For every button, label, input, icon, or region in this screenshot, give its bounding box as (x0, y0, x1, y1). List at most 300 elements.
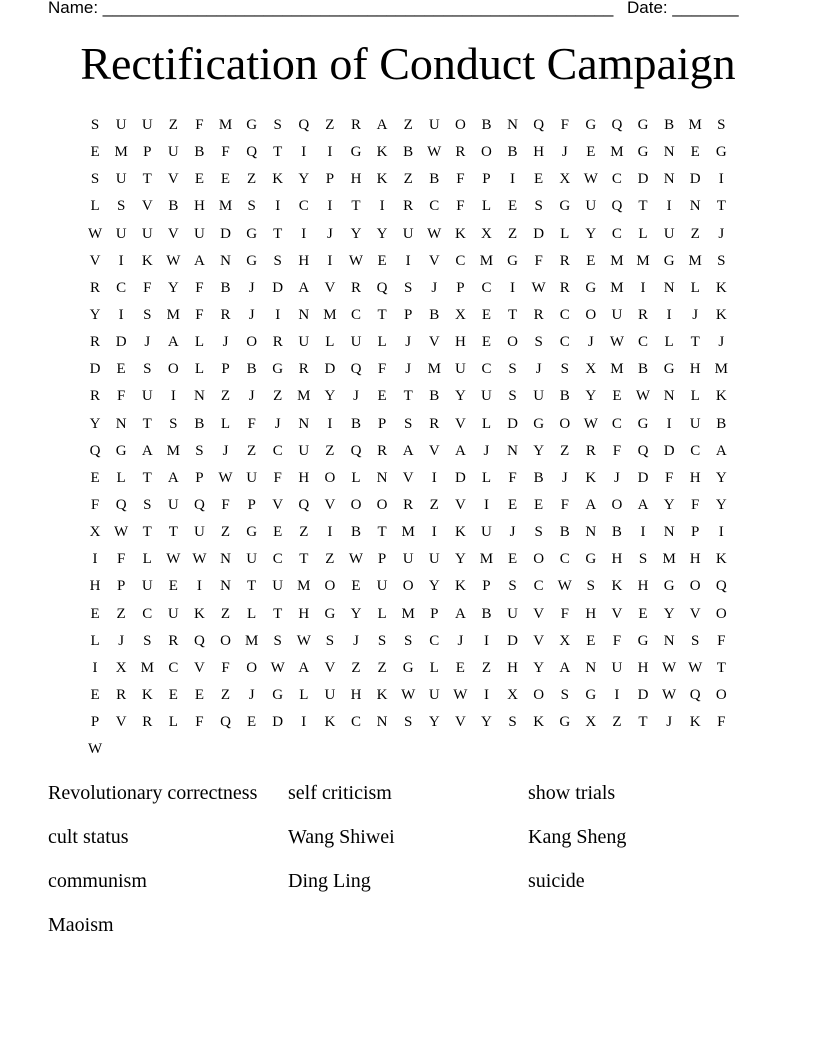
grid-letter[interactable]: V (89, 252, 101, 269)
grid-letter[interactable]: U (428, 687, 440, 704)
grid-letter[interactable]: T (638, 198, 648, 215)
grid-letter[interactable]: O (454, 117, 466, 134)
grid-letter[interactable]: M (218, 198, 233, 215)
grid-letter[interactable]: M (427, 361, 441, 378)
grid-letter[interactable]: H (585, 605, 597, 622)
grid-letter[interactable]: P (195, 469, 204, 486)
grid-letter[interactable]: W (662, 659, 677, 676)
grid-letter[interactable]: R (585, 442, 596, 459)
grid-letter[interactable]: S (404, 632, 413, 649)
grid-letter[interactable]: O (585, 307, 597, 324)
grid-letter[interactable]: I (327, 415, 333, 432)
grid-letter[interactable]: B (220, 279, 231, 296)
grid-letter[interactable]: J (222, 442, 229, 459)
grid-letter[interactable]: G (350, 144, 362, 161)
grid-letter[interactable]: J (718, 334, 725, 351)
grid-letter[interactable]: T (690, 334, 700, 351)
grid-letter[interactable]: N (663, 632, 675, 649)
grid-letter[interactable]: U (481, 388, 492, 405)
grid-letter[interactable]: Q (350, 361, 362, 378)
grid-letter[interactable]: E (534, 171, 544, 188)
grid-letter[interactable]: K (715, 388, 727, 405)
grid-letter[interactable]: G (585, 117, 597, 134)
grid-letter[interactable]: U (141, 225, 153, 242)
grid-letter[interactable]: F (221, 144, 230, 161)
grid-letter[interactable]: M (140, 659, 154, 676)
grid-letter[interactable]: W (453, 687, 468, 704)
grid-letter[interactable]: U (194, 524, 205, 541)
grid-letter[interactable]: S (560, 687, 569, 704)
grid-letter[interactable]: K (194, 605, 205, 622)
grid-letter[interactable]: F (116, 388, 126, 405)
grid-letter[interactable]: I (431, 469, 437, 486)
grid-letter[interactable]: K (454, 225, 466, 242)
grid-letter[interactable]: I (405, 252, 411, 269)
grid-letter[interactable]: D (637, 171, 649, 188)
grid-letter[interactable]: A (194, 252, 205, 269)
grid-letter[interactable]: R (90, 279, 101, 296)
grid-letter[interactable]: E (168, 578, 178, 595)
grid-letter[interactable]: Q (298, 117, 310, 134)
grid-letter[interactable]: O (167, 361, 179, 378)
grid-letter[interactable]: B (716, 415, 727, 432)
grid-letter[interactable]: I (118, 252, 124, 269)
grid-letter[interactable]: D (272, 714, 284, 731)
grid-letter[interactable]: T (142, 524, 152, 541)
grid-letter[interactable]: A (559, 659, 571, 676)
grid-letter[interactable]: O (481, 144, 492, 161)
grid-letter[interactable]: S (143, 307, 152, 324)
grid-letter[interactable]: P (691, 524, 700, 541)
grid-letter[interactable]: E (481, 334, 492, 351)
grid-letter[interactable]: Y (454, 388, 466, 405)
grid-letter[interactable]: U (402, 551, 414, 568)
grid-letter[interactable]: N (376, 714, 388, 731)
grid-letter[interactable]: V (194, 659, 205, 676)
grid-letter[interactable]: N (507, 117, 518, 134)
grid-letter[interactable]: J (326, 225, 333, 242)
grid-letter[interactable]: J (457, 632, 464, 649)
grid-letter[interactable]: T (716, 659, 726, 676)
grid-letter[interactable]: P (482, 578, 491, 595)
grid-letter[interactable]: V (454, 714, 466, 731)
grid-letter[interactable]: H (507, 659, 518, 676)
grid-letter[interactable]: U (246, 469, 258, 486)
grid-letter[interactable]: V (167, 225, 179, 242)
grid-letter[interactable]: C (481, 361, 492, 378)
grid-letter[interactable]: F (90, 497, 100, 514)
grid-letter[interactable]: T (273, 225, 283, 242)
grid-letter[interactable]: M (114, 144, 128, 161)
grid-letter[interactable]: B (664, 117, 675, 134)
grid-letter[interactable]: U (298, 334, 310, 351)
grid-letter[interactable]: E (586, 144, 596, 161)
grid-letter[interactable]: M (401, 605, 415, 622)
grid-letter[interactable]: A (167, 469, 179, 486)
grid-letter[interactable]: G (324, 605, 336, 622)
grid-letter[interactable]: X (585, 361, 597, 378)
grid-letter[interactable]: W (609, 334, 624, 351)
grid-letter[interactable]: B (638, 361, 649, 378)
grid-letter[interactable]: E (507, 497, 518, 514)
grid-letter[interactable]: I (483, 687, 489, 704)
grid-letter[interactable]: S (404, 279, 413, 296)
grid-letter[interactable]: U (611, 659, 623, 676)
grid-letter[interactable]: Z (612, 714, 622, 731)
grid-letter[interactable]: L (247, 605, 257, 622)
grid-letter[interactable]: B (507, 144, 518, 161)
grid-letter[interactable]: L (481, 469, 492, 486)
grid-letter[interactable]: Q (220, 714, 231, 731)
grid-letter[interactable]: G (246, 225, 258, 242)
grid-letter[interactable]: J (274, 415, 281, 432)
grid-letter[interactable]: G (637, 117, 649, 134)
grid-letter[interactable]: T (299, 551, 309, 568)
grid-letter[interactable]: N (298, 307, 310, 324)
grid-letter[interactable]: P (221, 361, 230, 378)
grid-letter[interactable]: S (169, 415, 178, 432)
grid-letter[interactable]: U (324, 687, 336, 704)
grid-letter[interactable]: J (405, 334, 412, 351)
grid-letter[interactable]: N (663, 144, 675, 161)
grid-letter[interactable]: C (559, 551, 570, 568)
grid-letter[interactable]: B (350, 415, 361, 432)
grid-letter[interactable]: C (455, 252, 466, 269)
grid-letter[interactable]: R (116, 687, 127, 704)
grid-letter[interactable]: Y (324, 388, 336, 405)
grid-letter[interactable]: Z (507, 225, 518, 242)
grid-letter[interactable]: J (353, 388, 359, 405)
grid-letter[interactable]: G (559, 198, 571, 215)
grid-letter[interactable]: Z (220, 605, 231, 622)
grid-letter[interactable]: Y (428, 714, 440, 731)
grid-letter[interactable]: M (323, 307, 337, 324)
grid-letter[interactable]: N (220, 578, 231, 595)
grid-letter[interactable]: F (221, 497, 230, 514)
grid-letter[interactable]: B (429, 171, 440, 188)
grid-letter[interactable]: I (379, 198, 385, 215)
grid-letter[interactable]: Q (637, 442, 649, 459)
grid-letter[interactable]: Y (350, 605, 362, 622)
grid-letter[interactable]: G (402, 659, 414, 676)
grid-letter[interactable]: F (273, 469, 282, 486)
grid-letter[interactable]: S (404, 415, 413, 432)
grid-letter[interactable]: Z (299, 524, 309, 541)
grid-letter[interactable]: E (273, 524, 283, 541)
grid-letter[interactable]: E (194, 687, 204, 704)
grid-letter[interactable]: G (663, 252, 675, 269)
grid-letter[interactable]: H (350, 171, 362, 188)
grid-letter[interactable]: J (248, 687, 255, 704)
grid-letter[interactable]: N (585, 524, 597, 541)
grid-letter[interactable]: V (428, 252, 440, 269)
grid-letter[interactable]: G (272, 361, 284, 378)
grid-letter[interactable]: W (348, 252, 364, 269)
grid-letter[interactable]: L (690, 388, 700, 405)
grid-letter[interactable]: S (377, 632, 387, 649)
grid-letter[interactable]: H (637, 659, 649, 676)
grid-letter[interactable]: F (717, 714, 726, 731)
grid-letter[interactable]: L (560, 225, 570, 242)
grid-letter[interactable]: T (273, 605, 283, 622)
grid-letter[interactable]: L (481, 198, 492, 215)
grid-letter[interactable]: M (636, 252, 650, 269)
grid-letter[interactable]: B (481, 605, 492, 622)
grid-letter[interactable]: P (456, 279, 465, 296)
grid-letter[interactable]: R (638, 307, 649, 324)
grid-letter[interactable]: I (170, 388, 176, 405)
grid-letter[interactable]: I (640, 279, 646, 296)
grid-letter[interactable]: U (481, 524, 492, 541)
grid-letter[interactable]: W (427, 144, 442, 161)
grid-letter[interactable]: D (220, 225, 231, 242)
grid-letter[interactable]: R (533, 307, 544, 324)
grid-letter[interactable]: N (663, 279, 675, 296)
grid-letter[interactable]: D (533, 225, 545, 242)
grid-letter[interactable]: E (377, 388, 387, 405)
grid-letter[interactable]: M (479, 551, 494, 568)
grid-letter[interactable]: D (454, 469, 466, 486)
grid-letter[interactable]: F (247, 415, 256, 432)
grid-letter[interactable]: I (640, 524, 646, 541)
grid-letter[interactable]: F (691, 497, 700, 514)
grid-letter[interactable]: E (351, 578, 361, 595)
grid-letter[interactable]: C (350, 307, 361, 324)
grid-letter[interactable]: K (141, 687, 153, 704)
grid-letter[interactable]: U (246, 551, 258, 568)
grid-letter[interactable]: R (429, 415, 440, 432)
grid-letter[interactable]: G (246, 117, 258, 134)
grid-letter[interactable]: I (431, 524, 437, 541)
grid-letter[interactable]: O (350, 497, 362, 514)
grid-letter[interactable]: M (662, 551, 676, 568)
grid-letter[interactable]: Y (428, 578, 440, 595)
grid-letter[interactable]: B (533, 469, 544, 486)
grid-letter[interactable]: B (559, 388, 570, 405)
grid-letter[interactable]: I (327, 144, 333, 161)
grid-letter[interactable]: T (142, 171, 152, 188)
grid-letter[interactable]: J (614, 469, 620, 486)
grid-letter[interactable]: F (534, 252, 543, 269)
grid-letter[interactable]: Y (663, 497, 675, 514)
grid-letter[interactable]: N (376, 469, 388, 486)
grid-letter[interactable]: F (195, 279, 204, 296)
grid-letter[interactable]: H (298, 605, 310, 622)
grid-letter[interactable]: I (666, 198, 672, 215)
grid-letter[interactable]: K (715, 279, 727, 296)
grid-letter[interactable]: T (142, 415, 152, 432)
grid-letter[interactable]: Z (220, 687, 231, 704)
grid-letter[interactable]: Z (481, 659, 492, 676)
grid-letter[interactable]: G (507, 252, 518, 269)
grid-letter[interactable]: U (507, 605, 518, 622)
grid-letter[interactable]: Q (376, 279, 388, 296)
grid-letter[interactable]: E (638, 605, 648, 622)
grid-letter[interactable]: M (688, 252, 702, 269)
grid-letter[interactable]: U (376, 578, 388, 595)
grid-letter[interactable]: S (143, 497, 152, 514)
grid-letter[interactable]: I (327, 524, 333, 541)
grid-letter[interactable]: D (637, 469, 649, 486)
grid-letter[interactable]: R (559, 252, 570, 269)
grid-letter[interactable]: J (587, 334, 594, 351)
grid-letter[interactable]: T (507, 307, 518, 324)
grid-letter[interactable]: D (115, 334, 127, 351)
grid-letter[interactable]: E (586, 632, 596, 649)
grid-letter[interactable]: L (690, 279, 700, 296)
grid-letter[interactable]: D (507, 415, 518, 432)
grid-letter[interactable]: B (350, 524, 361, 541)
grid-letter[interactable]: B (194, 415, 205, 432)
grid-letter[interactable]: W (192, 551, 207, 568)
grid-letter[interactable]: M (218, 117, 233, 134)
grid-letter[interactable]: K (533, 714, 545, 731)
grid-letter[interactable]: I (327, 198, 333, 215)
grid-letter[interactable]: V (324, 279, 336, 296)
grid-letter[interactable]: W (401, 687, 416, 704)
grid-letter[interactable]: Z (247, 442, 257, 459)
grid-letter[interactable]: F (221, 659, 230, 676)
grid-letter[interactable]: H (689, 551, 701, 568)
grid-letter[interactable]: E (168, 687, 178, 704)
grid-letter[interactable]: C (638, 334, 649, 351)
grid-letter[interactable]: U (272, 578, 284, 595)
grid-letter[interactable]: C (350, 714, 361, 731)
grid-letter[interactable]: L (194, 334, 204, 351)
grid-letter[interactable]: C (142, 605, 153, 622)
grid-letter[interactable]: O (246, 659, 258, 676)
grid-letter[interactable]: C (559, 307, 570, 324)
grid-letter[interactable]: N (663, 171, 675, 188)
grid-letter[interactable]: O (376, 497, 388, 514)
grid-letter[interactable]: Q (115, 497, 127, 514)
grid-letter[interactable]: U (167, 144, 179, 161)
grid-letter[interactable]: U (663, 225, 675, 242)
grid-letter[interactable]: G (637, 415, 649, 432)
grid-letter[interactable]: G (115, 442, 127, 459)
grid-letter[interactable]: U (533, 388, 545, 405)
grid-letter[interactable]: R (455, 144, 466, 161)
grid-letter[interactable]: P (143, 144, 152, 161)
grid-letter[interactable]: L (638, 225, 648, 242)
grid-letter[interactable]: H (637, 578, 649, 595)
grid-letter[interactable]: G (585, 279, 597, 296)
grid-letter[interactable]: X (559, 632, 571, 649)
grid-letter[interactable]: O (220, 632, 231, 649)
grid-letter[interactable]: Q (350, 442, 362, 459)
grid-letter[interactable]: J (692, 307, 699, 324)
grid-letter[interactable]: D (507, 632, 518, 649)
grid-letter[interactable]: U (167, 605, 179, 622)
grid-letter[interactable]: M (401, 524, 415, 541)
grid-letter[interactable]: V (141, 198, 153, 215)
grid-letter[interactable]: U (115, 225, 127, 242)
grid-letter[interactable]: N (663, 388, 675, 405)
grid-letter[interactable]: W (296, 632, 311, 649)
grid-letter[interactable]: E (455, 659, 465, 676)
grid-letter[interactable]: V (167, 171, 179, 188)
grid-letter[interactable]: D (689, 171, 701, 188)
grid-letter[interactable]: E (194, 171, 204, 188)
grid-letter[interactable]: Q (298, 497, 310, 514)
grid-letter[interactable]: F (612, 442, 622, 459)
grid-letter[interactable]: T (351, 198, 361, 215)
grid-letter[interactable]: M (297, 578, 311, 595)
grid-letter[interactable]: O (715, 687, 727, 704)
grid-letter[interactable]: L (142, 551, 152, 568)
grid-letter[interactable]: A (637, 497, 649, 514)
grid-letter[interactable]: O (715, 605, 727, 622)
grid-letter[interactable]: O (533, 551, 545, 568)
grid-letter[interactable]: L (377, 334, 387, 351)
grid-letter[interactable]: S (247, 198, 256, 215)
grid-letter[interactable]: K (454, 524, 466, 541)
grid-letter[interactable]: S (404, 714, 413, 731)
grid-letter[interactable]: U (428, 117, 440, 134)
grid-letter[interactable]: Q (689, 687, 701, 704)
grid-letter[interactable]: G (715, 144, 727, 161)
grid-letter[interactable]: A (454, 605, 466, 622)
grid-letter[interactable]: F (612, 632, 622, 649)
grid-letter[interactable]: I (301, 144, 307, 161)
grid-letter[interactable]: V (454, 415, 466, 432)
grid-letter[interactable]: P (430, 605, 439, 622)
grid-letter[interactable]: U (141, 388, 153, 405)
grid-letter[interactable]: H (89, 578, 101, 595)
grid-letter[interactable]: L (325, 334, 335, 351)
grid-letter[interactable]: T (638, 714, 648, 731)
grid-letter[interactable]: X (559, 171, 571, 188)
grid-letter[interactable]: J (561, 144, 568, 161)
grid-letter[interactable]: Q (246, 144, 258, 161)
grid-letter[interactable]: F (377, 361, 387, 378)
grid-letter[interactable]: P (482, 171, 491, 188)
grid-letter[interactable]: Z (168, 117, 178, 134)
grid-letter[interactable]: Z (351, 659, 361, 676)
grid-letter[interactable]: E (377, 252, 387, 269)
grid-letter[interactable]: U (350, 334, 362, 351)
grid-letter[interactable]: P (377, 415, 387, 432)
grid-letter[interactable]: W (87, 741, 103, 758)
grid-letter[interactable]: W (531, 279, 546, 296)
grid-letter[interactable]: W (583, 171, 598, 188)
grid-letter[interactable]: U (428, 551, 440, 568)
grid-letter[interactable]: Z (429, 497, 439, 514)
grid-letter[interactable]: P (90, 714, 100, 731)
grid-letter[interactable]: S (508, 714, 517, 731)
grid-letter[interactable]: K (454, 578, 466, 595)
grid-letter[interactable]: J (144, 334, 151, 351)
grid-letter[interactable]: J (561, 469, 568, 486)
grid-letter[interactable]: S (717, 252, 726, 269)
grid-letter[interactable]: M (688, 117, 702, 134)
grid-letter[interactable]: R (272, 334, 283, 351)
grid-letter[interactable]: N (220, 252, 231, 269)
grid-letter[interactable]: I (718, 524, 724, 541)
grid-letter[interactable]: E (690, 144, 700, 161)
grid-letter[interactable]: R (142, 714, 153, 731)
grid-letter[interactable]: E (116, 361, 126, 378)
grid-letter[interactable]: K (272, 171, 284, 188)
grid-letter[interactable]: T (377, 307, 387, 324)
grid-letter[interactable]: Q (533, 117, 545, 134)
grid-letter[interactable]: M (479, 252, 494, 269)
grid-letter[interactable]: H (689, 361, 701, 378)
grid-letter[interactable]: B (611, 524, 622, 541)
grid-letter[interactable]: M (610, 279, 624, 296)
grid-letter[interactable]: W (270, 659, 285, 676)
grid-letter[interactable]: D (637, 687, 649, 704)
